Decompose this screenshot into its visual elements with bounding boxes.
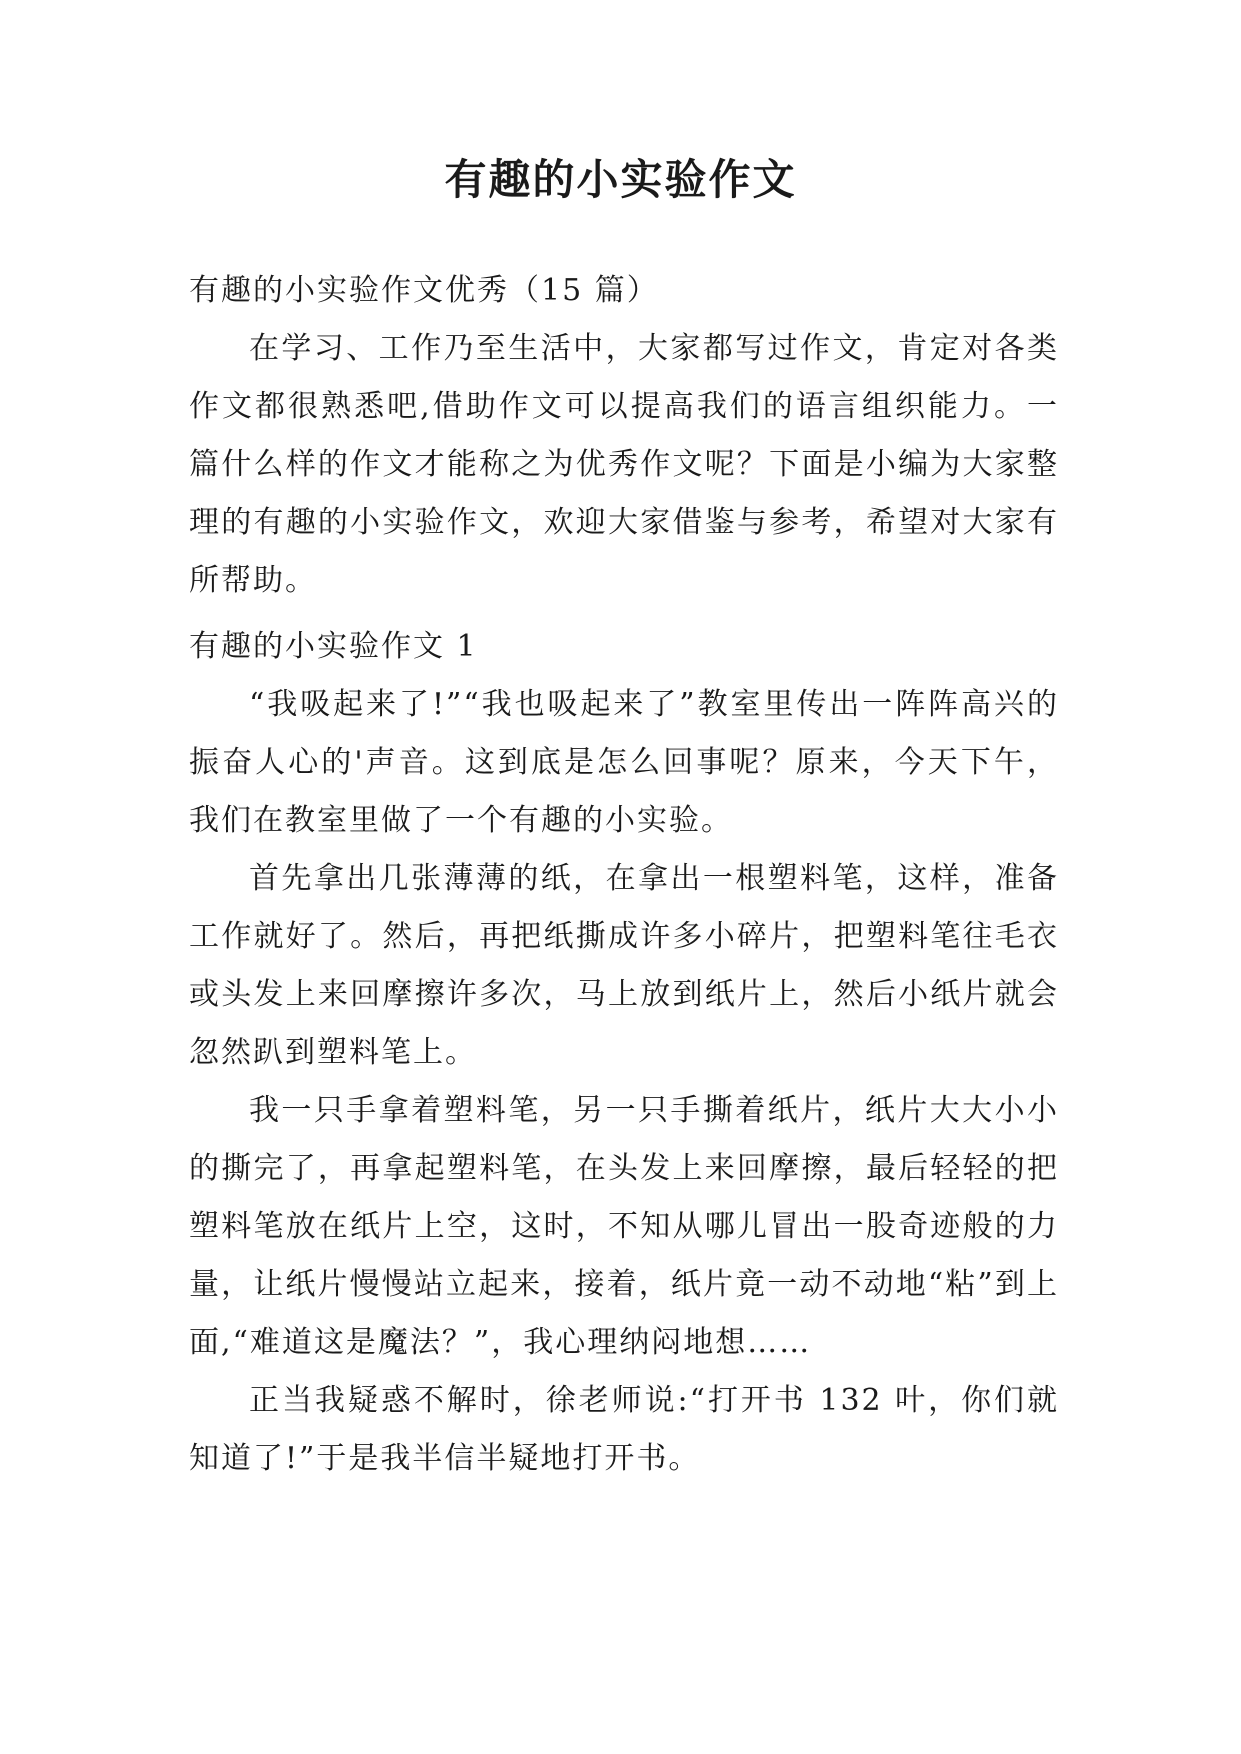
intro-paragraph: 在学习、工作乃至生活中，大家都写过作文，肯定对各类作文都很熟悉吧,借助作文可以提高我们的语言组织能力。一篇什么样的作文才能称之为优秀作文呢？下面是小编为大家整理的有趣的小实验作文，欢迎大家借鉴与参考，希望对大家有所帮助。	[189, 331, 1059, 598]
intro-section	[189, 262, 1059, 610]
essay-1-paragraph-3: 我一只手拿着塑料笔，另一只手撕着纸片，纸片大大小小的撕完了，再拿起塑料笔，在头发上来回摩擦，最后轻轻的把塑料笔放在纸片上空，这时，不知从哪儿冒出一股奇迹般的力量，让纸片慢慢站立起来，接着，纸片竟一动不动地“粘”到上面,“难道这是魔法？”，我心理纳闷地想……	[189, 1093, 1059, 1360]
essay-1-section	[189, 618, 1059, 1488]
intro-heading: 有趣的小实验作文优秀（15 篇）	[189, 273, 659, 308]
essay-1-paragraph-4: 正当我疑惑不解时，徐老师说:“打开书 132 叶，你们就知道了!”于是我半信半疑地打开书。	[189, 1383, 1059, 1476]
essay-1-paragraph-1: “我吸起来了!”“我也吸起来了”教室里传出一阵阵高兴的振奋人心的'声音。这到底是怎么回事呢？原来，今天下午，我们在教室里做了一个有趣的小实验。	[189, 687, 1059, 838]
essay-1-heading: 有趣的小实验作文 1	[189, 629, 478, 664]
essay-1-paragraph-2: 首先拿出几张薄薄的纸，在拿出一根塑料笔，这样，准备工作就好了。然后，再把纸撕成许多小碎片，把塑料笔往毛衣或头发上来回摩擦许多次，马上放到纸片上，然后小纸片就会忽然趴到塑料笔上。	[189, 861, 1059, 1070]
document-title: 有趣的小实验作文	[444, 155, 797, 204]
